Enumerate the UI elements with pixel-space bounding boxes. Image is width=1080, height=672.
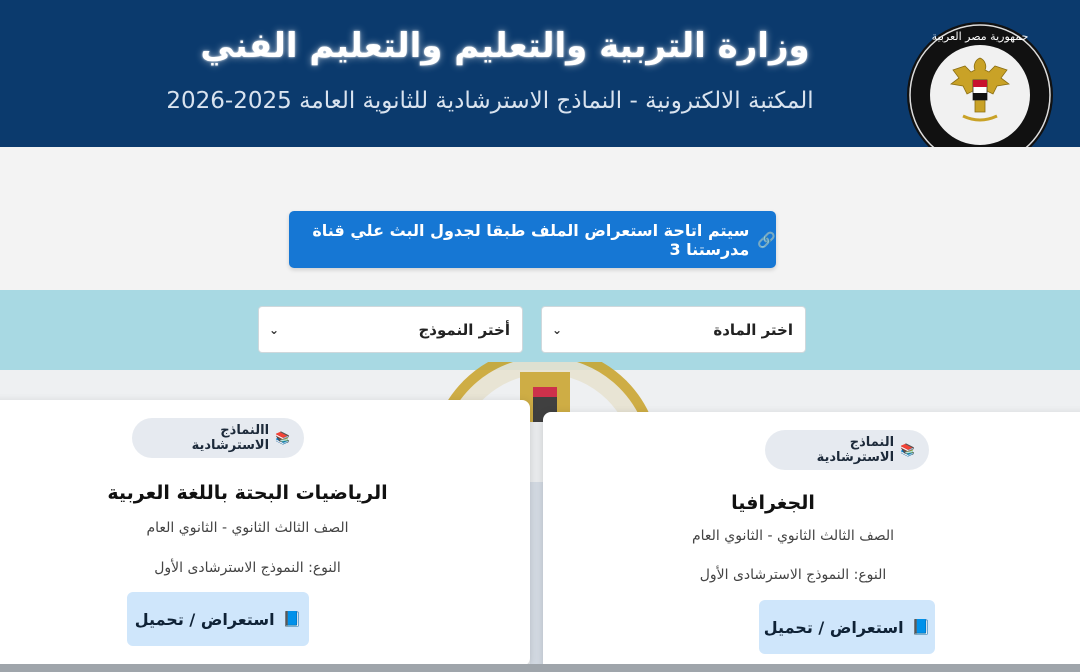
grade-text: الصف الثالث الثانوي - الثانوي العام: [146, 520, 349, 536]
subject-select-label: اختر المادة: [713, 320, 793, 339]
badge-label: النماذج الاسترشادية: [816, 435, 895, 465]
subject-select[interactable]: [541, 306, 806, 353]
category-badge: [765, 430, 929, 470]
book-icon: 📘: [282, 610, 302, 628]
logo-top-text: جمهورية مصر العربية: [931, 30, 1029, 43]
broadcast-notice-button[interactable]: [289, 211, 776, 268]
books-icon: 📚: [275, 431, 290, 445]
category-badge: [132, 418, 304, 458]
view-download-label: استعراض / تحميل: [134, 609, 275, 629]
model-type-text: النوع: النموذج الاسترشادى الأول: [699, 567, 887, 583]
book-icon: 📘: [911, 618, 931, 636]
grade-text: الصف الثالث الثانوي - الثانوي العام: [691, 528, 895, 544]
model-select[interactable]: [258, 306, 523, 353]
badge-label: االنماذج الاسترشادية: [191, 423, 270, 453]
model-select-label: أختر النموذج: [418, 320, 510, 339]
subject-title: الجغرافيا: [731, 492, 815, 514]
bottom-divider: [0, 664, 1080, 672]
page-title: وزارة التربية والتعليم والتعليم الفني: [200, 26, 810, 66]
notice-text: سيتم اتاحة استعراض الملف طبقا لجدول البث علي قناة مدرستنا 3: [312, 220, 750, 259]
books-icon: 📚: [900, 443, 915, 457]
view-download-button[interactable]: [127, 592, 309, 646]
model-type-text: النوع: النموذج الاسترشادى الأول: [154, 560, 341, 576]
view-download-label: استعراض / تحميل: [763, 617, 904, 637]
page-subtitle: المكتبة الالكترونية - النماذج الاسترشادية للثانوية العامة 2025-2026: [166, 88, 814, 114]
chevron-down-icon: ⌄: [269, 322, 280, 337]
model-card: [543, 412, 1080, 672]
filter-bar: [0, 290, 1080, 370]
chevron-down-icon: ⌄: [552, 322, 563, 337]
subject-title: الرياضيات البحتة باللغة العربية: [107, 482, 388, 504]
view-download-button[interactable]: [759, 600, 935, 654]
link-icon: 🔗: [757, 230, 776, 249]
model-card: [0, 400, 530, 666]
